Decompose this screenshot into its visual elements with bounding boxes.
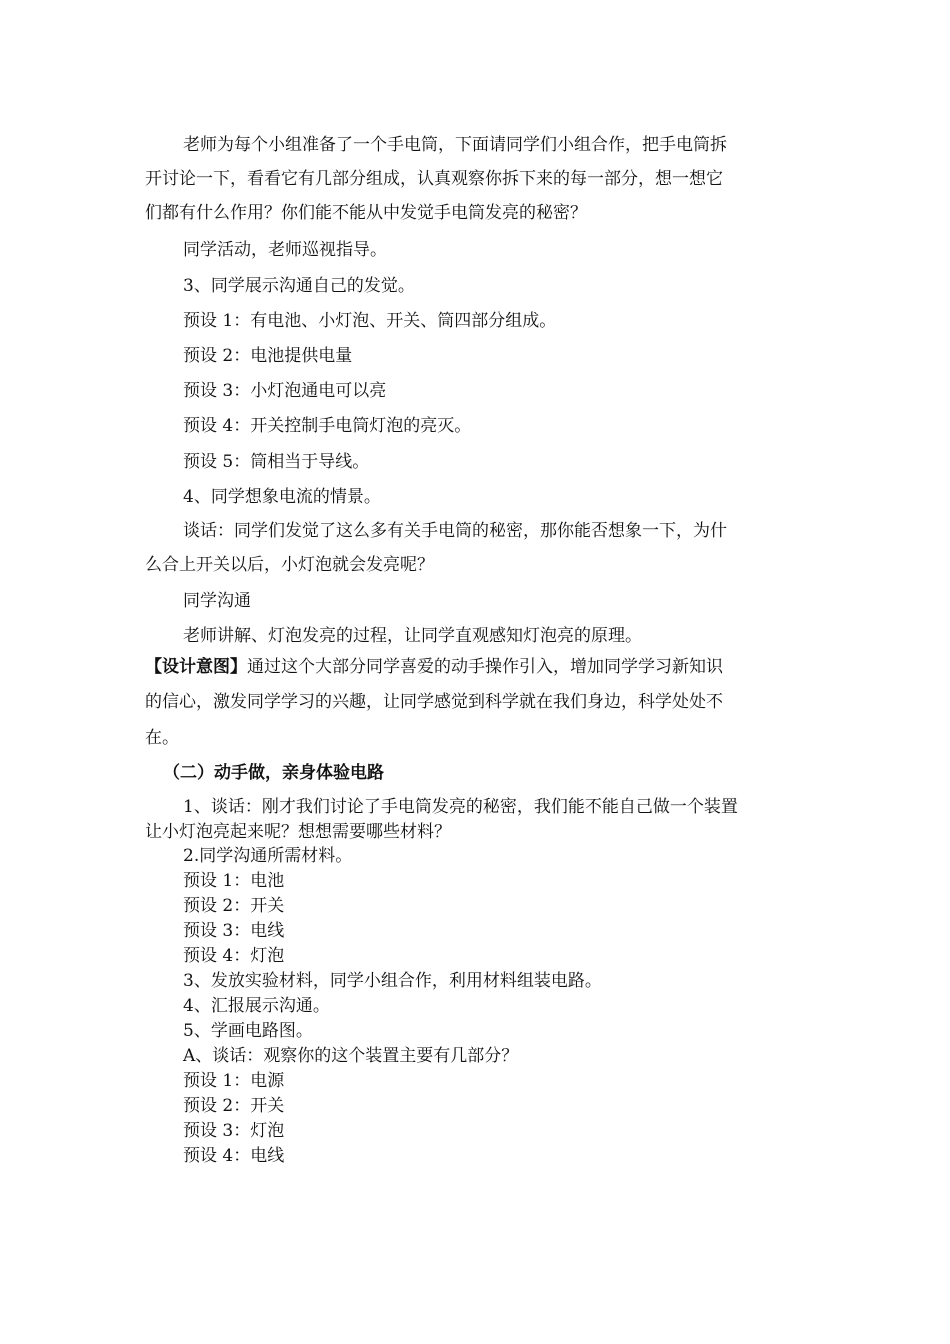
section-heading: （二）动手做，亲身体验电路 bbox=[163, 763, 384, 783]
paragraph-line: 5、学画电路图。 bbox=[183, 1021, 313, 1041]
preset-item: 预设 4：电线 bbox=[183, 1146, 285, 1166]
paragraph-line: 3、同学展示沟通自己的发觉。 bbox=[183, 276, 415, 296]
paragraph-line: 谈话：同学们发觉了这么多有关手电筒的秘密，那你能否想象一下，为什 bbox=[183, 521, 727, 541]
preset-item: 预设 4：灯泡 bbox=[183, 946, 285, 966]
preset-item: 预设 1：电池 bbox=[183, 871, 285, 891]
paragraph-line: 们都有什么作用？你们能不能从中发觉手电筒发亮的秘密？ bbox=[145, 203, 587, 223]
paragraph-line: 老师为每个小组准备了一个手电筒，下面请同学们小组合作，把手电筒拆 bbox=[183, 135, 727, 155]
paragraph-line: 4、汇报展示沟通。 bbox=[183, 996, 330, 1016]
paragraph-line: 在。 bbox=[145, 728, 179, 748]
preset-item: 预设 1：有电池、小灯泡、开关、筒四部分组成。 bbox=[183, 311, 557, 331]
preset-item: 预设 2：电池提供电量 bbox=[183, 346, 353, 366]
paragraph-line: 同学活动，老师巡视指导。 bbox=[183, 240, 387, 260]
paragraph-line: 1、谈话：刚才我们讨论了手电筒发亮的秘密，我们能不能自己做一个装置 bbox=[183, 797, 738, 817]
preset-item: 预设 2：开关 bbox=[183, 1096, 285, 1116]
preset-item: 预设 3：小灯泡通电可以亮 bbox=[183, 381, 387, 401]
paragraph-line: 么合上开关以后，小灯泡就会发亮呢？ bbox=[145, 555, 434, 575]
design-intent-tag: 【设计意图】 bbox=[145, 657, 247, 677]
preset-item: 预设 2：开关 bbox=[183, 896, 285, 916]
design-intent-line bbox=[145, 656, 810, 678]
paragraph-line: 的信心，激发同学学习的兴趣，让同学感觉到科学就在我们身边，科学处处不 bbox=[145, 692, 723, 712]
paragraph-line: 3、发放实验材料，同学小组合作，利用材料组装电路。 bbox=[183, 971, 602, 991]
preset-item: 预设 5：筒相当于导线。 bbox=[183, 452, 370, 472]
preset-item: 预设 3：电线 bbox=[183, 921, 285, 941]
paragraph-line: A、谈话：观察你的这个装置主要有几部分？ bbox=[183, 1046, 519, 1066]
paragraph-line: 开讨论一下，看看它有几部分组成，认真观察你拆下来的每一部分，想一想它 bbox=[145, 169, 723, 189]
paragraph-line: 2.同学沟通所需材料。 bbox=[183, 846, 353, 866]
paragraph-line: 让小灯泡亮起来呢？想想需要哪些材料？ bbox=[145, 822, 451, 842]
preset-item: 预设 4：开关控制手电筒灯泡的亮灭。 bbox=[183, 416, 472, 436]
design-intent-text: 通过这个大部分同学喜爱的动手操作引入，增加同学学习新知识 bbox=[247, 657, 723, 677]
preset-item: 预设 1：电源 bbox=[183, 1071, 285, 1091]
preset-item: 预设 3：灯泡 bbox=[183, 1121, 285, 1141]
paragraph-line: 老师讲解、灯泡发亮的过程，让同学直观感知灯泡亮的原理。 bbox=[183, 626, 642, 646]
paragraph-line: 4、同学想象电流的情景。 bbox=[183, 487, 381, 507]
paragraph-line: 同学沟通 bbox=[183, 591, 251, 611]
